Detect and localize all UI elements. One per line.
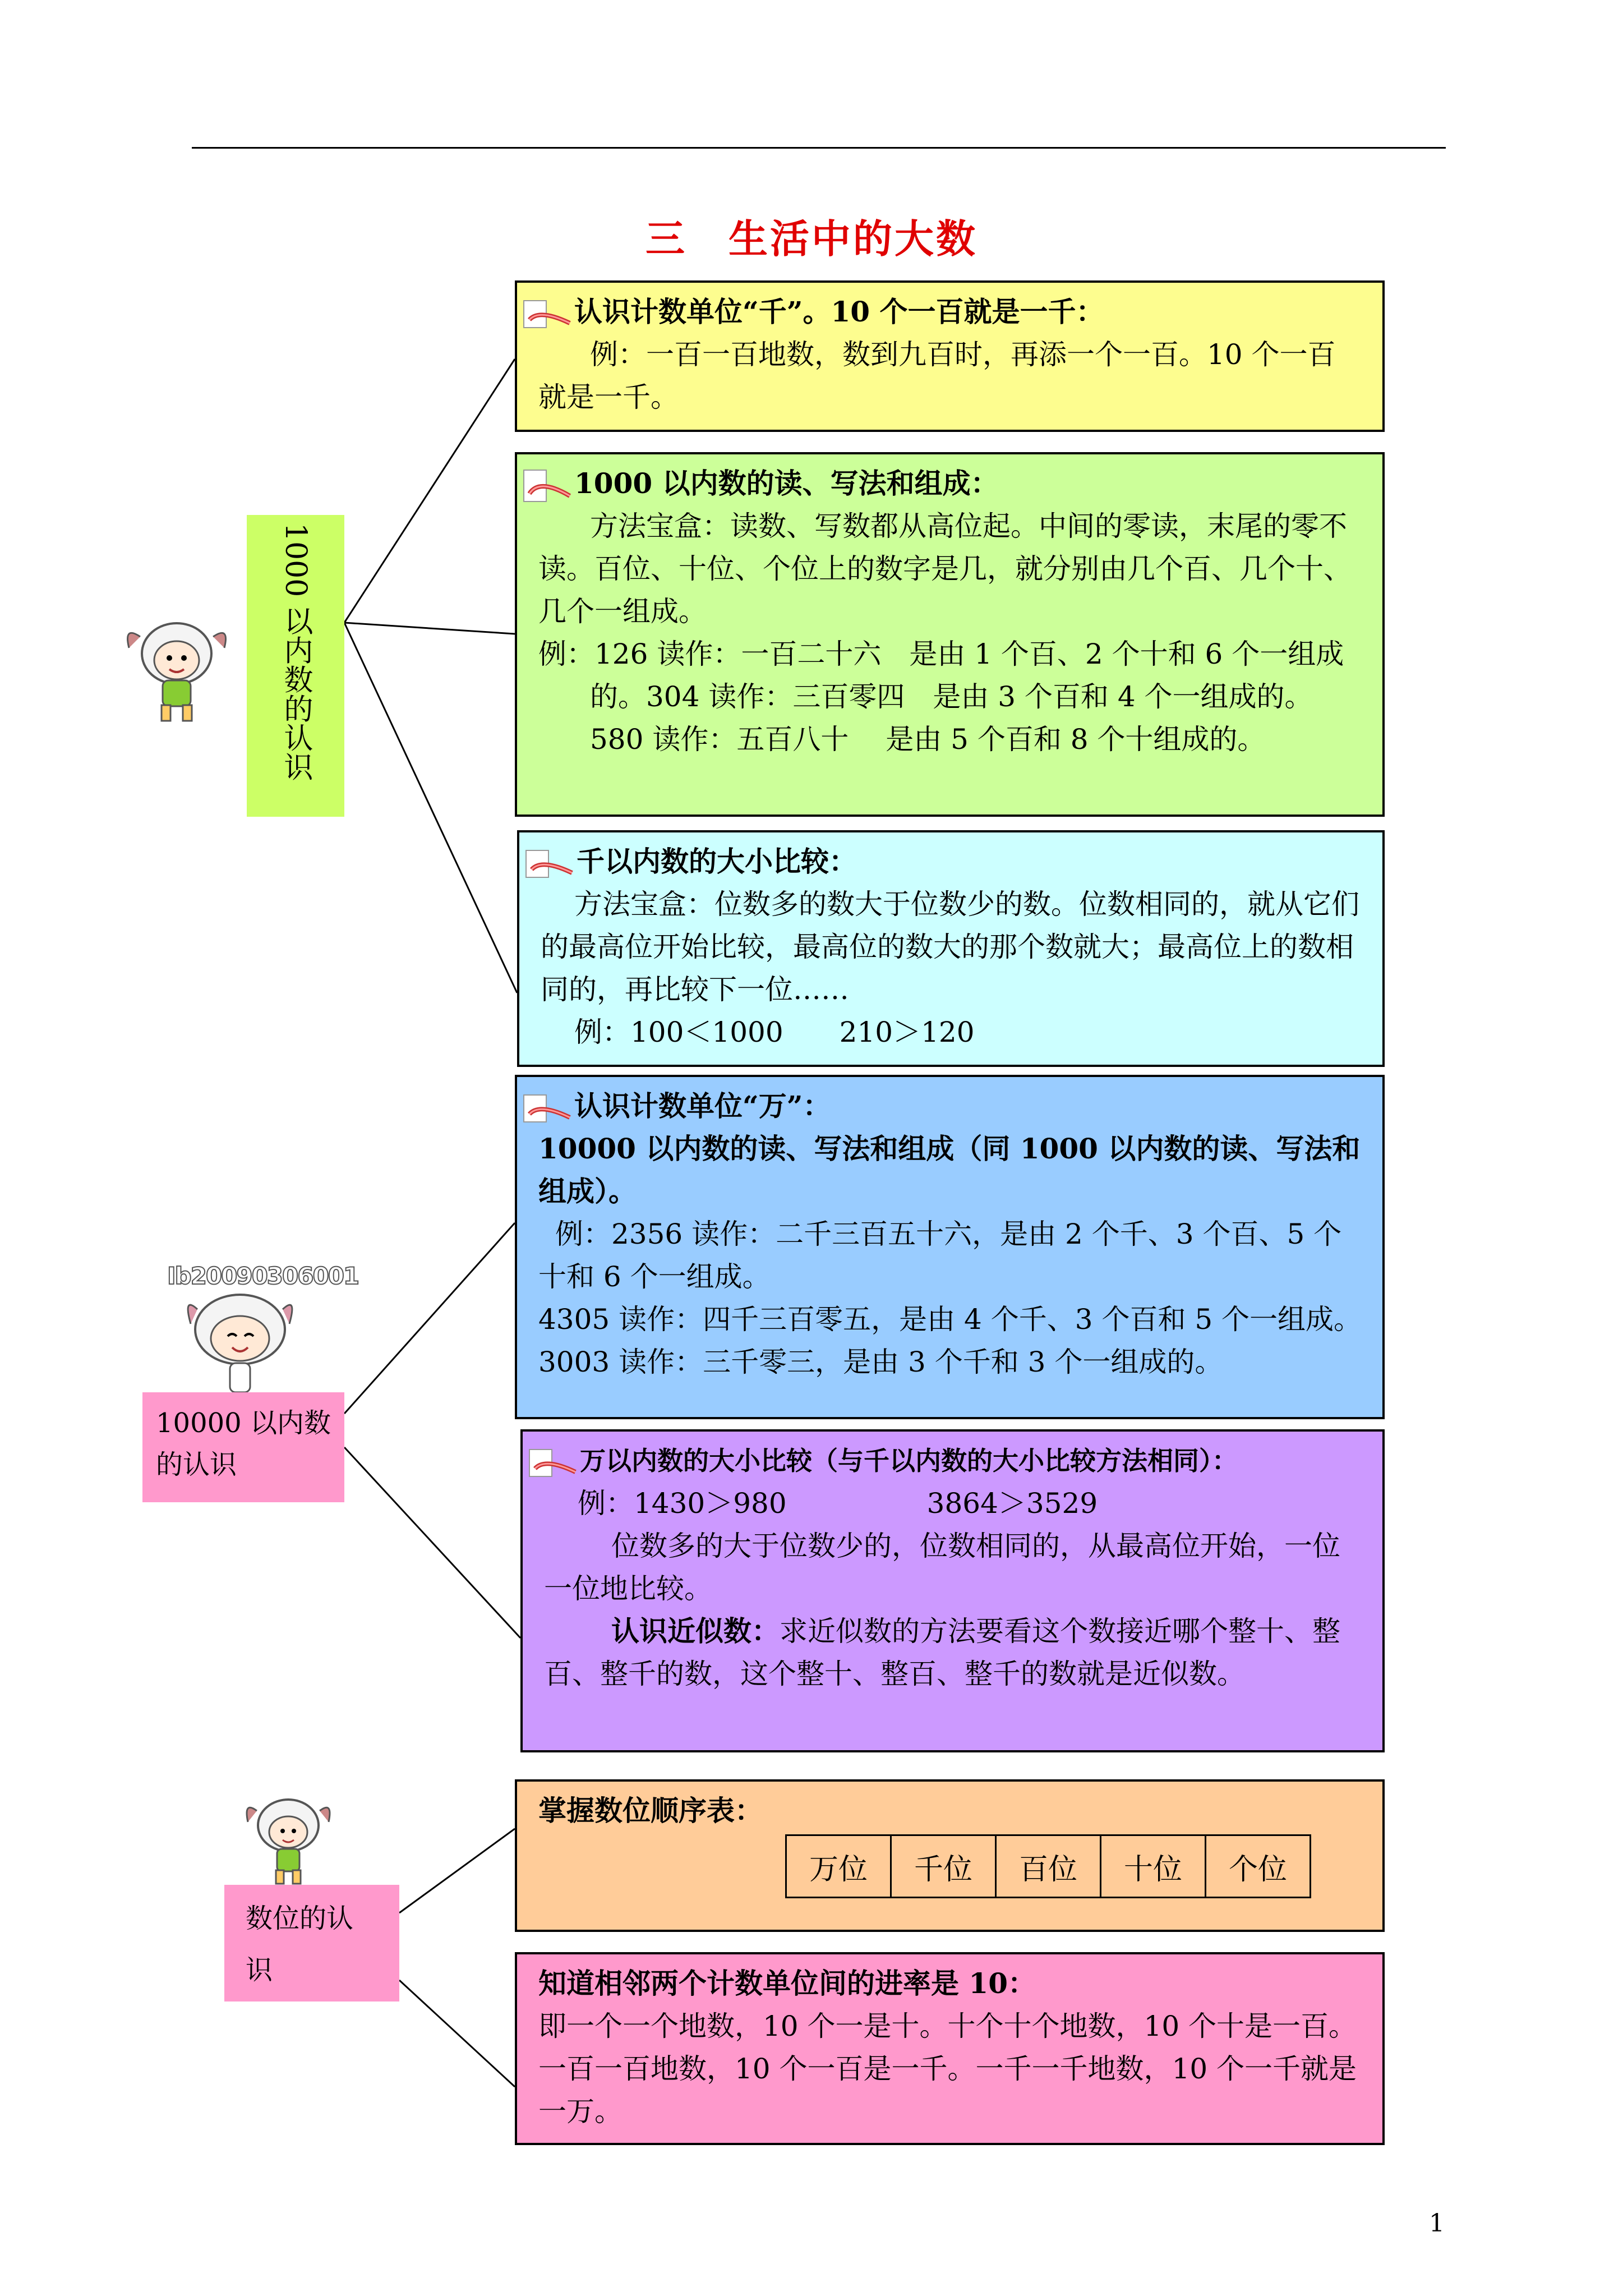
sheep-mascot-icon <box>178 1285 302 1397</box>
box-heading: 万以内数的大小比较（与千以内数的大小比较方法相同）： <box>580 1446 1238 1476</box>
sheep-mascot-icon <box>118 609 236 726</box>
box-text: 方法宝盒：位数多的数大于位数少的数。位数相同的，就从它们的最高位开始比较，最高位的数大的那个数就大；最高位上的数相同的，再比较下一位…… <box>541 888 1359 1006</box>
box-example: 例：2356 读作：二千三百五十六，是由 2 个千、3 个百、5 个十和 6 个一组成。 <box>538 1218 1342 1293</box>
box-example: 例：1430＞980 3864＞3529 <box>578 1487 1098 1520</box>
box-ten-thousand-unit <box>515 1075 1385 1419</box>
approx-label: 认识近似数： <box>611 1614 780 1648</box>
box-heading: 掌握数位顺序表： <box>538 1794 763 1827</box>
pen-icon <box>523 1092 574 1125</box>
box-example: 580 读作：五百八十 是由 5 个百和 8 个十组成的。 <box>590 723 1266 756</box>
place-cell: 个位 <box>1206 1835 1311 1898</box>
place-cell: 十位 <box>1101 1835 1206 1898</box>
box-heading: 千以内数的大小比较： <box>577 845 857 878</box>
page-title: 三 生活中的大数 <box>645 215 978 262</box>
watermark-stamp: Ib20090306001 <box>167 1262 359 1290</box>
place-cell: 千位 <box>891 1835 996 1898</box>
box-text: 方法宝盒：读数、写数都从高位起。中间的零读，末尾的零不读。百位、十位、个位上的数字是几，就分别由几个百、几个十、几个一组成。 <box>538 510 1352 628</box>
box-example: 4305 读作：四千三百零五，是由 4 个千、3 个百和 5 个一组成。3003 读作：三千零三，是由 3 个千和 3 个一组成的。 <box>538 1303 1362 1378</box>
category-label-1000 <box>247 515 344 817</box>
box-heading: 认识计数单位“千”。10 个一百就是一千： <box>574 295 1104 328</box>
sheep-mascot-icon <box>238 1788 339 1889</box>
box-example: 例：126 读作：一百二十六 是由 1 个百、2 个十和 6 个一组成的。304 读作：三百零四 是由 3 个百和 4 个一组成的。 <box>538 638 1344 713</box>
pen-icon <box>525 847 577 881</box>
box-text: 例：一百一百地数，数到九百时，再添一个一百。10 个一百就是一千。 <box>538 338 1336 413</box>
header-rule <box>192 147 1446 149</box>
category-label-place-value: 数位的认识 <box>224 1885 399 2001</box>
box-base-ten <box>515 1952 1385 2145</box>
category-label-10000: 10000 以内数的认识 <box>142 1392 344 1502</box>
approx-text: 求近似数的方法要看这个数接近哪个整十、整百、整千的数，这个整十、整百、整千的数就是近似数。 <box>544 1615 1340 1690</box>
pen-icon <box>523 297 574 331</box>
box-read-write-1000 <box>515 452 1385 817</box>
box-heading: 1000 以内数的读、写法和组成： <box>574 467 999 500</box>
box-compare-10000 <box>520 1429 1385 1752</box>
box-example: 例：100＜1000 210＞120 <box>574 1016 975 1048</box>
place-value-table <box>785 1834 1311 1898</box>
category-label-text: 1000 以内数的认识 <box>279 523 312 781</box>
pen-icon <box>528 1446 580 1480</box>
pen-icon <box>523 469 574 503</box>
box-text: 即一个一个地数，10 个一是十。十个十个地数，10 个十是一百。一百一百地数，10 个一百是一千。一千一千地数，10 个一千就是一万。 <box>538 2010 1357 2128</box>
place-cell: 百位 <box>996 1835 1101 1898</box>
box-compare-1000 <box>517 830 1385 1067</box>
box-heading: 认识计数单位“万”： <box>574 1089 831 1122</box>
box-subheading: 10000 以内数的读、写法和组成（同 1000 以内数的读、写法和组成）。 <box>538 1132 1361 1208</box>
box-text: 位数多的大于位数少的，位数相同的，从最高位开始，一位一位地比较。 <box>544 1530 1340 1605</box>
page-number: 1 <box>1429 2209 1445 2238</box>
box-heading: 知道相邻两个计数单位间的进率是 10： <box>538 1967 1036 2000</box>
place-cell: 万位 <box>786 1835 891 1898</box>
box-thousand-unit <box>515 280 1385 432</box>
